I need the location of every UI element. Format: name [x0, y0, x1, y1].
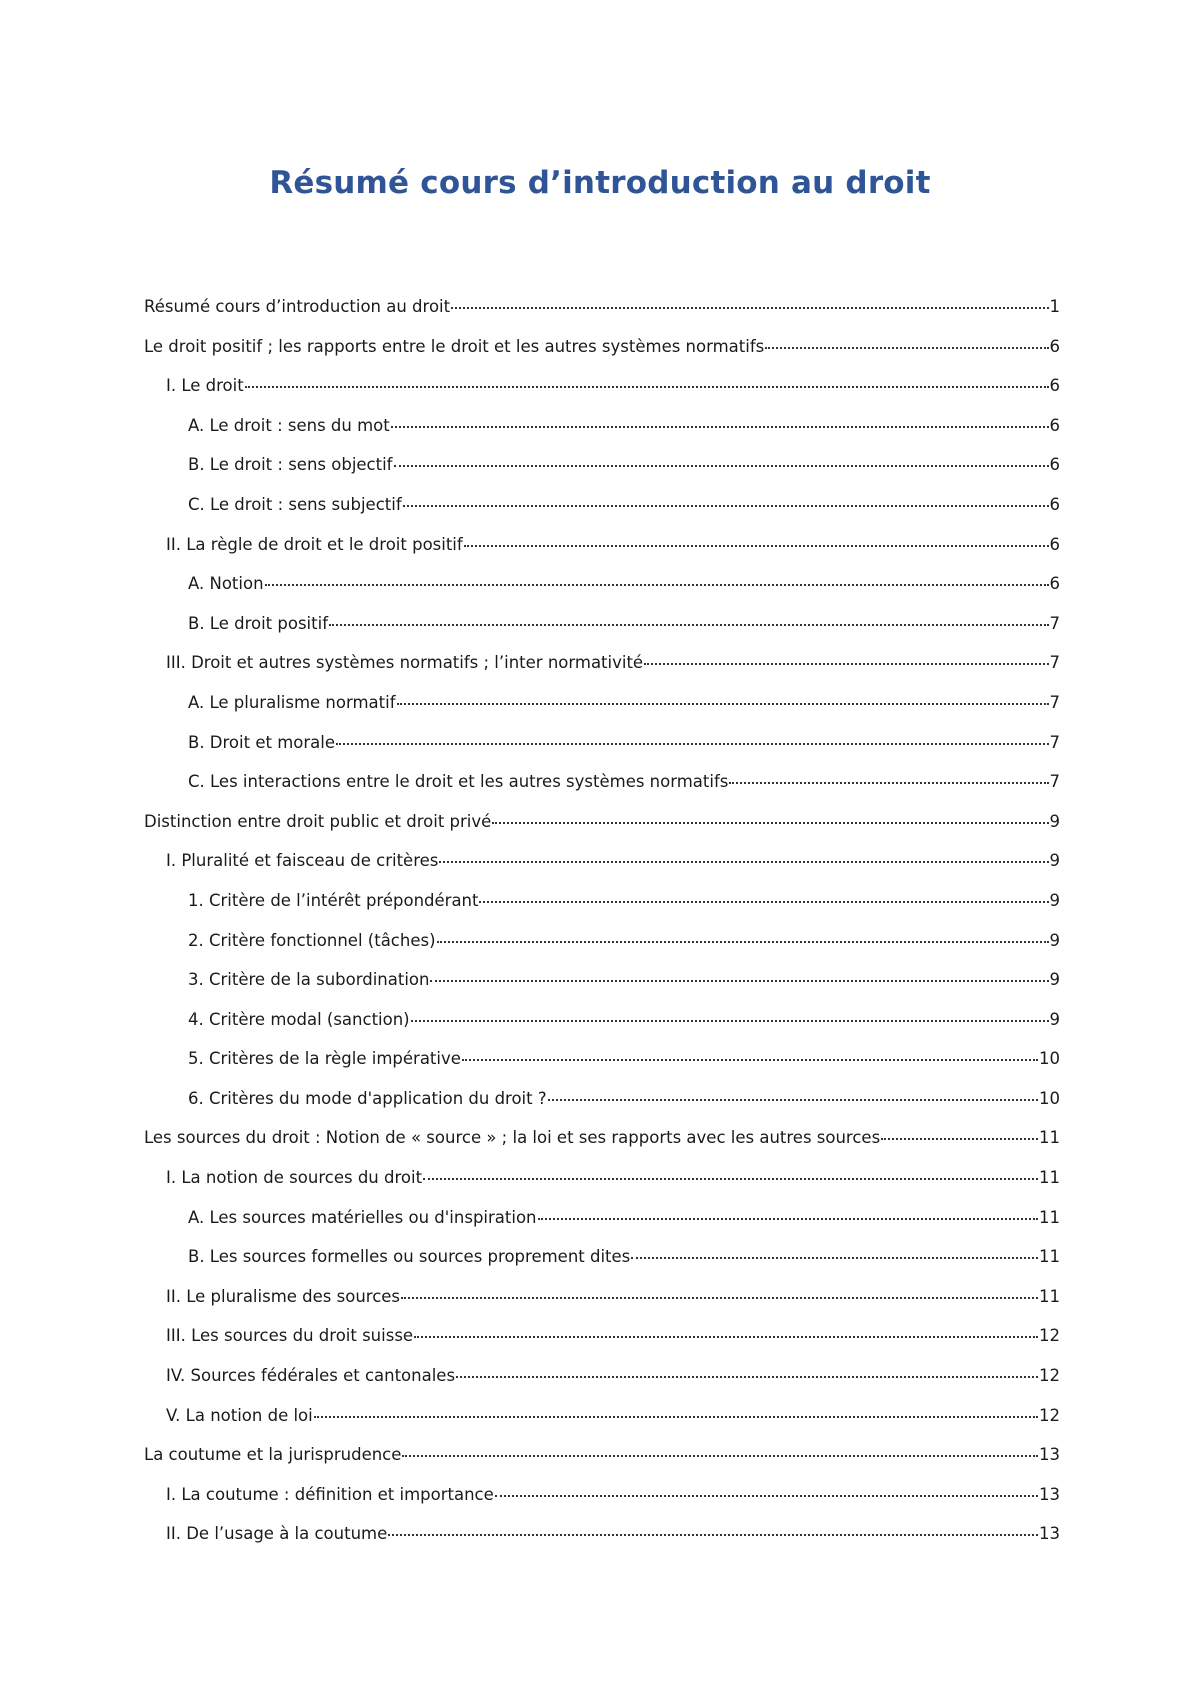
- toc-dot-leader: [464, 529, 1049, 547]
- toc-entry-label: 2. Critère fonctionnel (tâches): [188, 930, 436, 950]
- toc-page-number: 11: [1039, 1247, 1060, 1267]
- toc-entry[interactable]: [144, 1205, 1060, 1245]
- toc-page-number: 11: [1039, 1168, 1060, 1188]
- toc-page-number: 6: [1049, 455, 1060, 475]
- toc-entry[interactable]: [144, 373, 1060, 413]
- toc-dot-leader: [439, 845, 1048, 863]
- toc-page-number: 7: [1049, 772, 1060, 792]
- toc-entry[interactable]: [144, 413, 1060, 453]
- toc-dot-leader: [479, 885, 1048, 903]
- toc-page-number: 6: [1049, 376, 1060, 396]
- toc-page-number: 11: [1039, 1128, 1060, 1148]
- toc-page-number: 9: [1049, 1009, 1060, 1029]
- toc-dot-leader: [437, 925, 1049, 943]
- toc-entry-label: Résumé cours d’introduction au droit: [144, 297, 451, 316]
- toc-page-number: 11: [1039, 1286, 1060, 1306]
- toc-entry-label: La coutume et la jurisprudence: [144, 1445, 402, 1465]
- toc-dot-leader: [538, 1202, 1038, 1220]
- toc-dot-leader: [402, 1439, 1038, 1457]
- toc-entry[interactable]: [144, 452, 1060, 492]
- toc-entry[interactable]: [144, 334, 1060, 374]
- toc-entry[interactable]: [144, 1007, 1060, 1047]
- toc-entry[interactable]: [144, 294, 1060, 334]
- toc-entry[interactable]: [144, 650, 1060, 690]
- toc-dot-leader: [456, 1360, 1038, 1378]
- toc-entry-label: 6. Critères du mode d'application du droit ?: [188, 1088, 547, 1108]
- toc-entry-label: II. Le pluralisme des sources: [166, 1286, 401, 1306]
- toc-page-number: 1: [1049, 297, 1060, 316]
- document-title: Résumé cours d’introduction au droit: [269, 165, 931, 201]
- toc-entry-label: IV. Sources fédérales et cantonales: [166, 1366, 456, 1386]
- toc-dot-leader: [423, 1162, 1038, 1180]
- toc-entry[interactable]: [144, 1521, 1060, 1561]
- toc-page-number: 9: [1049, 851, 1060, 871]
- toc-dot-leader: [388, 1518, 1038, 1536]
- toc-page-number: 7: [1049, 613, 1060, 633]
- toc-entry-label: III. Droit et autres systèmes normatifs ; l’inter normativité: [166, 653, 644, 673]
- toc-page-number: 13: [1039, 1445, 1060, 1465]
- toc-dot-leader: [631, 1241, 1038, 1259]
- toc-entry-label: Les sources du droit : Notion de « source » ; la loi et ses rapports avec les autres sources: [144, 1128, 881, 1148]
- toc-page-number: 13: [1039, 1524, 1060, 1544]
- toc-dot-leader: [336, 727, 1049, 745]
- toc-page-number: 9: [1049, 970, 1060, 990]
- toc-entry-label: C. Le droit : sens subjectif: [188, 494, 402, 514]
- toc-entry[interactable]: [144, 571, 1060, 611]
- toc-page-number: 10: [1039, 1049, 1060, 1069]
- toc-entry-label: A. Les sources matérielles ou d'inspiration: [188, 1207, 537, 1227]
- toc-entry[interactable]: [144, 967, 1060, 1007]
- toc-dot-leader: [414, 1320, 1038, 1338]
- toc-entry-label: A. Notion: [188, 574, 264, 594]
- toc-page-number: 7: [1049, 653, 1060, 673]
- toc-page-number: 13: [1039, 1484, 1060, 1504]
- toc-entry-label: I. La coutume : définition et importance: [166, 1484, 494, 1504]
- toc-entry[interactable]: [144, 928, 1060, 968]
- toc-dot-leader: [391, 410, 1049, 428]
- toc-entry[interactable]: [144, 1284, 1060, 1324]
- toc-page-number: 11: [1039, 1207, 1060, 1227]
- toc-entry-label: 3. Critère de la subordination: [188, 970, 430, 990]
- toc-entry-label: B. Les sources formelles ou sources proprement dites: [188, 1247, 631, 1267]
- toc-entry[interactable]: [144, 809, 1060, 849]
- toc-page-number: 9: [1049, 811, 1060, 831]
- toc-dot-leader: [495, 1479, 1038, 1497]
- toc-entry[interactable]: [144, 1125, 1060, 1165]
- toc-entry-label: B. Droit et morale: [188, 732, 335, 752]
- toc-page-number: 6: [1049, 415, 1060, 435]
- toc-entry[interactable]: [144, 1442, 1060, 1482]
- toc-page-number: 6: [1049, 494, 1060, 514]
- toc-dot-leader: [765, 331, 1048, 349]
- toc-page-number: 12: [1039, 1366, 1060, 1386]
- toc-dot-leader: [314, 1400, 1038, 1418]
- toc-entry-label: B. Le droit positif: [188, 613, 329, 633]
- toc-dot-leader: [492, 806, 1048, 824]
- toc-dot-leader: [397, 687, 1049, 705]
- toc-entry[interactable]: [144, 611, 1060, 651]
- toc-dot-leader: [329, 608, 1048, 626]
- toc-dot-leader: [729, 766, 1048, 784]
- toc-page-number: 12: [1039, 1405, 1060, 1425]
- toc-entry[interactable]: [144, 1323, 1060, 1363]
- toc-entry[interactable]: [144, 1086, 1060, 1126]
- toc-dot-leader: [462, 1043, 1038, 1061]
- toc-dot-leader: [394, 449, 1049, 467]
- toc-page-number: 9: [1049, 930, 1060, 950]
- toc-entry-label: A. Le droit : sens du mot: [188, 415, 390, 435]
- toc-page-number: 9: [1049, 890, 1060, 910]
- toc-entry[interactable]: [144, 1403, 1060, 1443]
- toc-dot-leader: [881, 1122, 1038, 1140]
- toc-dot-leader: [430, 964, 1048, 982]
- table-of-contents: [144, 294, 1060, 1561]
- toc-entry-label: I. La notion de sources du droit: [166, 1168, 423, 1188]
- toc-page-number: 7: [1049, 732, 1060, 752]
- toc-dot-leader: [411, 1004, 1049, 1022]
- toc-entry-label: A. Le pluralisme normatif: [188, 692, 396, 712]
- toc-entry-label: B. Le droit : sens objectif: [188, 455, 393, 475]
- toc-entry-label: C. Les interactions entre le droit et les autres systèmes normatifs: [188, 772, 729, 792]
- toc-entry[interactable]: [144, 690, 1060, 730]
- toc-dot-leader: [245, 370, 1049, 388]
- toc-entry[interactable]: [144, 1482, 1060, 1522]
- toc-entry[interactable]: [144, 1165, 1060, 1205]
- toc-dot-leader: [403, 489, 1049, 507]
- toc-entry-label: III. Les sources du droit suisse: [166, 1326, 414, 1346]
- toc-entry[interactable]: [144, 492, 1060, 532]
- toc-entry[interactable]: [144, 888, 1060, 928]
- toc-entry[interactable]: [144, 769, 1060, 809]
- toc-entry[interactable]: [144, 532, 1060, 572]
- toc-entry[interactable]: [144, 1244, 1060, 1284]
- toc-entry-label: 1. Critère de l’intérêt prépondérant: [188, 890, 479, 910]
- toc-page-number: 10: [1039, 1088, 1060, 1108]
- toc-dot-leader: [644, 647, 1048, 665]
- toc-entry-label: Distinction entre droit public et droit privé: [144, 811, 492, 831]
- toc-page-number: 6: [1049, 336, 1060, 356]
- toc-entry[interactable]: [144, 1363, 1060, 1403]
- toc-entry-label: 4. Critère modal (sanction): [188, 1009, 410, 1029]
- toc-dot-leader: [451, 291, 1048, 309]
- toc-entry[interactable]: [144, 1046, 1060, 1086]
- toc-entry-label: I. Pluralité et faisceau de critères: [166, 851, 439, 871]
- toc-entry-label: I. Le droit: [166, 376, 244, 396]
- toc-entry-label: II. La règle de droit et le droit positif: [166, 534, 463, 554]
- toc-page-number: 12: [1039, 1326, 1060, 1346]
- toc-dot-leader: [401, 1281, 1038, 1299]
- toc-entry-label: II. De l’usage à la coutume: [166, 1524, 388, 1544]
- toc-entry[interactable]: [144, 730, 1060, 770]
- toc-dot-leader: [265, 568, 1049, 586]
- toc-page-number: 7: [1049, 692, 1060, 712]
- toc-entry-label: V. La notion de loi: [166, 1405, 313, 1425]
- toc-page-number: 6: [1049, 534, 1060, 554]
- toc-entry-label: Le droit positif ; les rapports entre le droit et les autres systèmes normatifs: [144, 336, 765, 356]
- toc-entry-label: 5. Critères de la règle impérative: [188, 1049, 461, 1069]
- toc-dot-leader: [548, 1083, 1038, 1101]
- toc-page-number: 6: [1049, 574, 1060, 594]
- toc-entry[interactable]: [144, 848, 1060, 888]
